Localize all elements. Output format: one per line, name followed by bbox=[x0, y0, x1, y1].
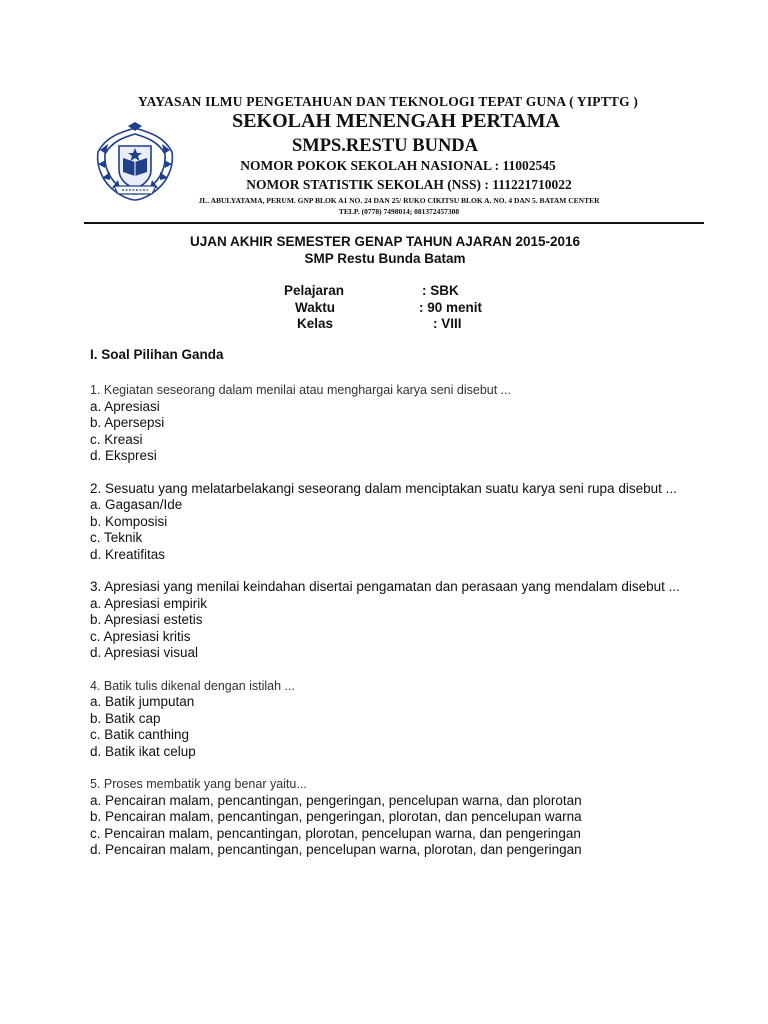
exam-school: SMP Restu Bunda Batam bbox=[304, 251, 466, 266]
option: a. Pencairan malam, pencantingan, pengeringan, pencelupan warna, dan plorotan bbox=[90, 792, 582, 808]
option: c. Kreasi bbox=[90, 431, 143, 447]
question-text: 5. Proses membatik yang benar yaitu... bbox=[90, 777, 307, 791]
info-label: Kelas bbox=[297, 316, 334, 331]
option: d. Apresiasi visual bbox=[90, 645, 199, 660]
option: d. Kreatifitas bbox=[90, 546, 166, 562]
question-4 bbox=[90, 678, 682, 761]
option: c. Pencairan malam, pencantingan, plorotan, pencelupan warna, dan pengeringan bbox=[90, 825, 581, 841]
option: a. Apresiasi bbox=[90, 398, 160, 414]
question-2 bbox=[90, 481, 682, 564]
school-name: SMPS.RESTU BUNDA bbox=[291, 136, 479, 156]
option: b. Pencairan malam, pencantingan, pengeringan, plorotan, dan pencelupan warna bbox=[90, 809, 582, 824]
option: b. Apresiasi estetis bbox=[90, 612, 203, 627]
letterhead bbox=[0, 0, 768, 230]
exam-title: UJAN AKHIR SEMESTER GENAP TAHUN AJARAN 2015-2016 bbox=[189, 234, 581, 249]
question-3 bbox=[90, 579, 682, 662]
letterhead-divider bbox=[84, 222, 704, 224]
info-value: : 90 menit bbox=[419, 300, 483, 315]
option: d. Pencairan malam, pencantingan, pencelupan warna, plorotan, dan pengeringan bbox=[90, 842, 582, 857]
option: d. Batik ikat celup bbox=[90, 743, 196, 759]
question-text: 2. Sesuatu yang melatarbelakangi seseorang dalam menciptakan suatu karya seni rupa disebut ... bbox=[90, 480, 677, 496]
info-label: Waktu bbox=[295, 300, 335, 315]
question-text: 3. Apresiasi yang menilai keindahan disertai pengamatan dan perasaan yang mendalam disebut ... bbox=[90, 579, 680, 594]
exam-header bbox=[0, 233, 768, 267]
question-1 bbox=[90, 382, 682, 465]
school-phone: TELP. (0778) 7498014; 081372457308 bbox=[338, 207, 460, 216]
question-5 bbox=[90, 776, 682, 859]
npsn-line: NOMOR POKOK SEKOLAH NASIONAL : 11002545 bbox=[240, 158, 556, 173]
school-type: SEKOLAH MENENGAH PERTAMA bbox=[232, 110, 560, 132]
nss-line: NOMOR STATISTIK SEKOLAH (NSS) : 111221710022 bbox=[246, 177, 572, 192]
option: a. Gagasan/Ide bbox=[90, 497, 183, 512]
info-value: : SBK bbox=[422, 283, 459, 298]
option: b. Batik cap bbox=[90, 710, 161, 726]
question-text: 4. Batik tulis dikenal dengan istilah ... bbox=[90, 678, 295, 693]
info-label: Pelajaran bbox=[284, 283, 345, 298]
option: a. Batik jumputan bbox=[90, 694, 195, 709]
option: c. Teknik bbox=[90, 530, 143, 545]
option: b. Komposisi bbox=[90, 513, 168, 529]
option: a. Apresiasi empirik bbox=[90, 595, 208, 611]
option: c. Apresiasi kritis bbox=[90, 628, 191, 644]
question-list bbox=[90, 382, 682, 875]
option: c. Batik canthing bbox=[90, 727, 190, 742]
info-value: : VIII bbox=[433, 316, 462, 331]
school-address: JL. ABULYATAMA, PERUM. GNP BLOK A1 NO. 24 DAN 25/ RUKO CIKITSU BLOK A. NO. 4 DAN 5. BATAM CENTER bbox=[198, 196, 600, 205]
school-crest-icon bbox=[92, 122, 178, 202]
section-title: I. Soal Pilihan Ganda bbox=[90, 347, 224, 362]
foundation-name: YAYASAN ILMU PENGETAHUAN DAN TEKNOLOGI TEPAT GUNA ( YIPTTG ) bbox=[137, 94, 639, 109]
question-text: 1. Kegiatan seseorang dalam menilai atau menghargai karya seni disebut ... bbox=[90, 383, 512, 397]
option: b. Apersepsi bbox=[90, 415, 165, 430]
option: d. Ekspresi bbox=[90, 448, 157, 463]
